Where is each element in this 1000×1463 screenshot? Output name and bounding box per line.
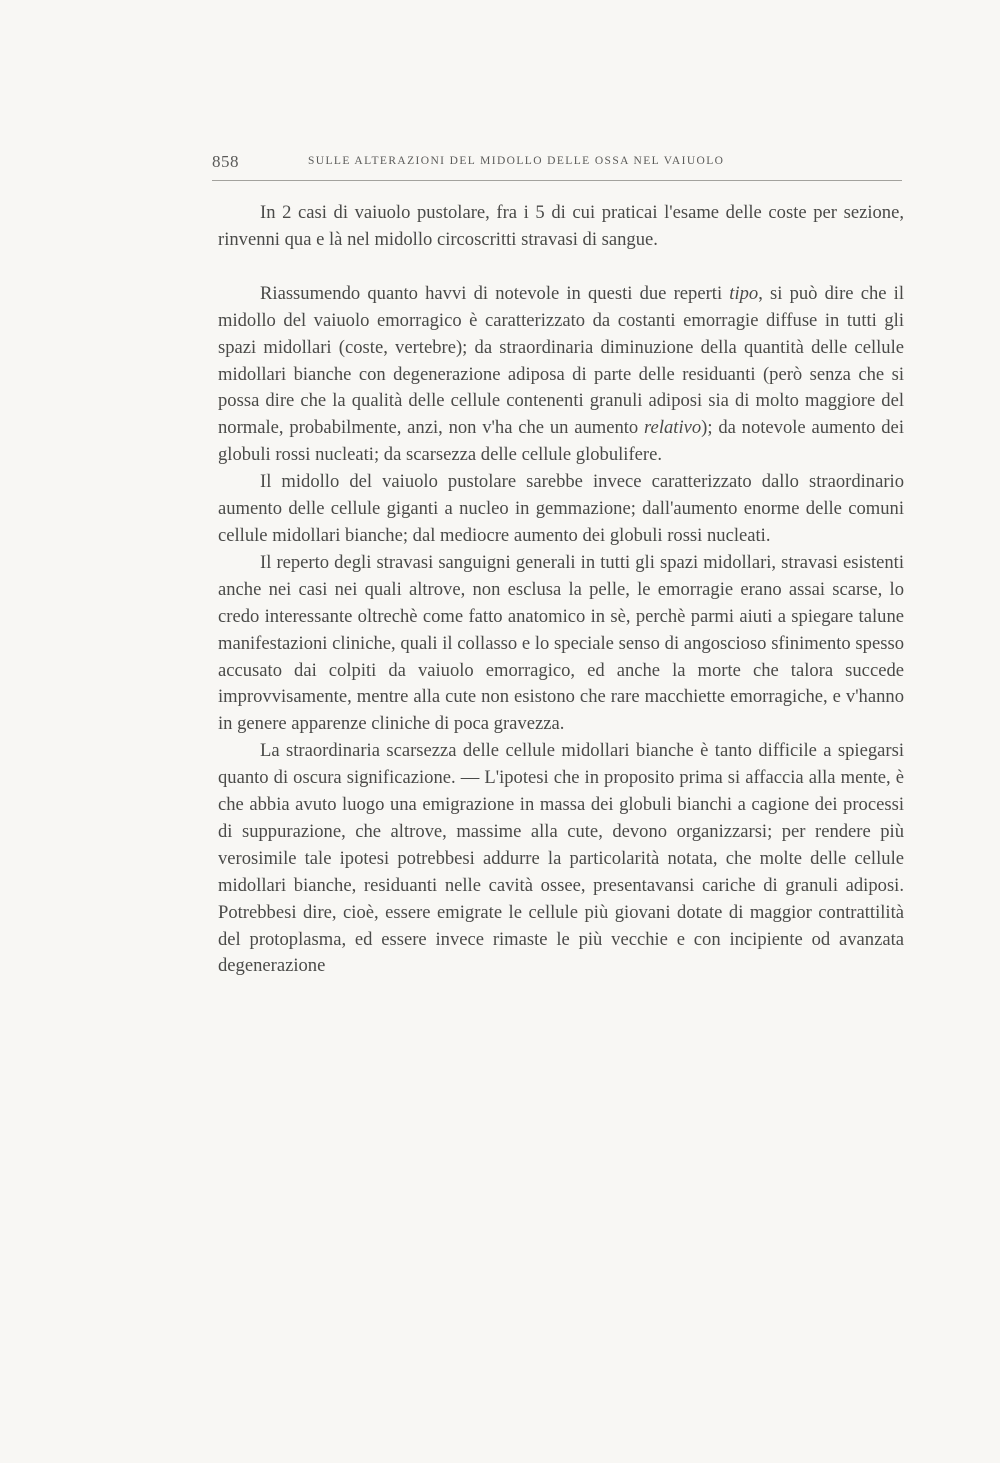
running-title: SULLE ALTERAZIONI DEL MIDOLLO DELLE OSSA NEL VAIUOLO <box>308 155 725 167</box>
page-number: 858 <box>212 152 239 171</box>
paragraph-2-part-3: ); da notevole aumento dei globuli rossi nucleati; da scarsezza delle cellule globulifere. <box>218 417 904 466</box>
paragraph-1: In 2 casi di vaiuolo pustolare, fra i 5 di cui praticai l'esame delle coste per sezione, rinvenni qua e là nel midollo circoscritti stravasi di sangue. <box>218 202 904 250</box>
paragraph-3: Il midollo del vaiuolo pustolare sarebbe invece caratterizzato dallo straordinario aumento delle cellule giganti a nucleo in gemmazione; dall'aumento enorme delle comuni cellule midollari bianche; dal mediocre aumento dei globuli rossi nucleati. <box>218 471 904 546</box>
body-text <box>218 200 904 980</box>
header-rule <box>212 180 902 181</box>
paragraph-2 <box>218 281 904 469</box>
page-header <box>212 150 902 178</box>
paragraph-5: La straordinaria scarsezza delle cellule midollari bianche è tanto difficile a spiegarsi quanto di oscura significazione. — L'ipotesi che in proposito prima si affaccia alla mente, è che abbia avuto luogo una emigrazione in massa dei globuli bianchi a cagione dei processi di suppurazione, che altrove, massime alla cute, devono organizzarsi; per rendere più verosimile tale ipotesi potrebbesi addurre la particolarità notata, che molte delle cellule midollari bianche, residuanti nelle cavità ossee, presentavansi cariche di granuli adiposi. Potrebbesi dire, cioè, essere emigrate le cellule più giovani dotate di maggior contrattilità del protoplasma, ed essere invece rimaste le più vecchie e con incipiente od avanzata degenerazione <box>218 740 904 977</box>
italic-term-relativo: relativo <box>644 417 702 439</box>
italic-term-tipo: tipo <box>729 282 759 304</box>
paragraph-2-part-2: , si può dire che il midollo del vaiuolo emorragico è caratterizzato da costanti emorragie diffuse in tutti gli spazi midollari (coste, vertebre); da straordinaria diminuzione della quantità delle cellule midollari bianche con degenerazione adiposa di parte delle residuanti (però senza che si possa dire che la qualità delle cellule contenenti granuli adiposi sia di molto maggiore del normale, probabilmente, anzi, non v'ha che un aumento <box>218 282 904 439</box>
paragraph-4: Il reperto degli stravasi sanguigni generali in tutti gli spazi midollari, stravasi esistenti anche nei casi nei quali altrove, non esclusa la pelle, le emorragie erano assai scarse, lo credo interessante oltrechè come fatto anatomico in sè, perchè parmi aiuti a spiegare talune manifestazioni cliniche, quali il collasso e lo speciale senso di angoscioso sfinimento spesso accusato dai colpiti da vaiuolo emorragico, ed anche la morte che talora succede improvvisamente, mentre alla cute non esistono che rare macchiette emorragiche, e v'hanno in genere apparenze cliniche di poca gravezza. <box>218 551 904 735</box>
paragraph-2-part-1: Riassumendo quanto havvi di notevole in questi due reperti <box>260 282 730 304</box>
